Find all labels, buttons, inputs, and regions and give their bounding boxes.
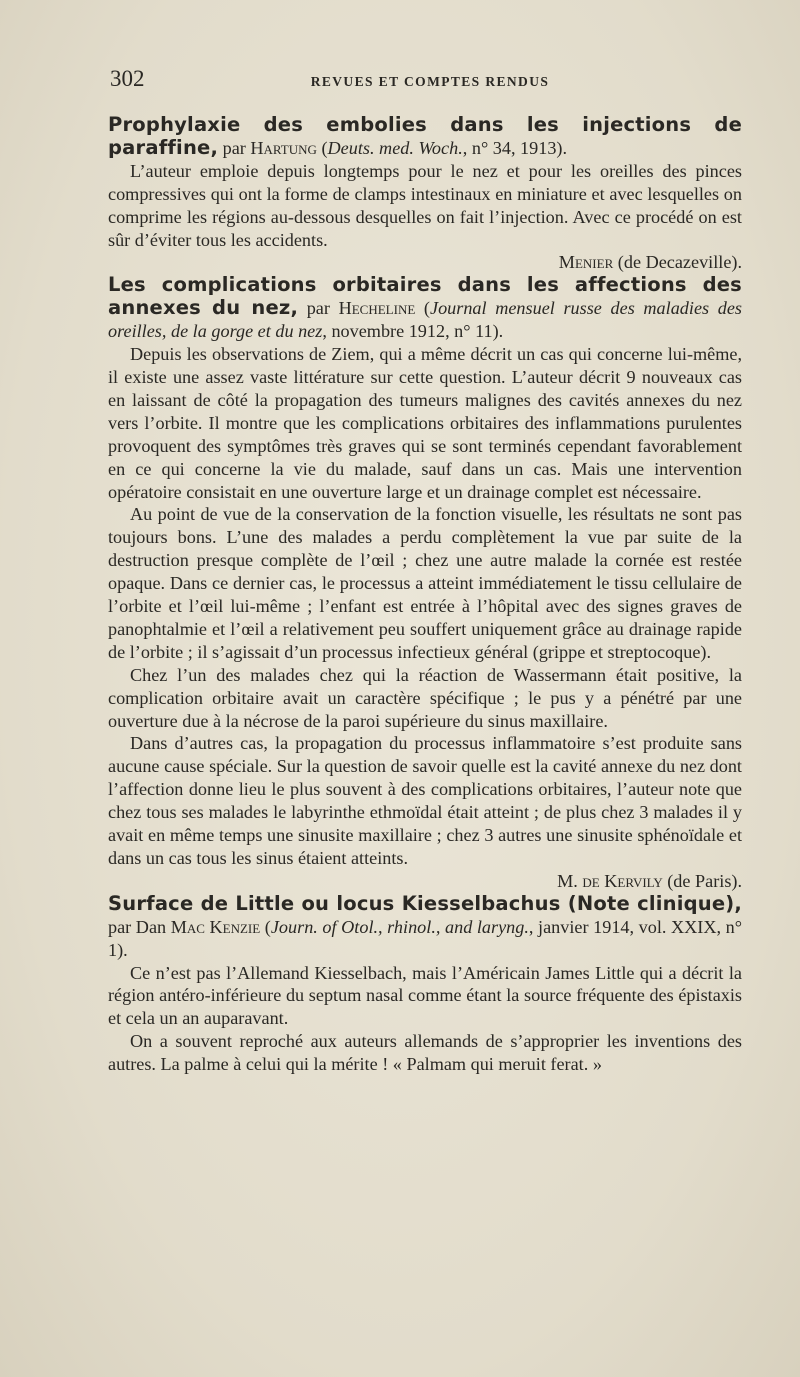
paragraph: Au point de vue de la conservation de la fonction visuelle, les résultats ne sont pas toujours bons. L’une des malades a perdu complètement la vue par suite de la destruction presque complète de l’œil ; chez une autre malade la cornée est restée opaque. Dans ce dernier cas, le processus a atteint immédiatement le tissu cellulaire de l’orbite et l’œil lui-même ; l’enfant est entrée à l’hôpital avec des signes graves de panophtalmie et l’œil a relativement peu souffert uniquement grâce au drainage rapide de l’orbite ; il s’agissait d’un processus infectieux général (grippe et streptocoque). bbox=[108, 504, 742, 662]
article-title: Surface de Little ou locus Kiesselbachus (Note clinique), bbox=[108, 891, 742, 915]
journal-details: , janvier 1914, vol. XXIX, n° 1). bbox=[108, 916, 742, 960]
paragraph: Depuis les observations de Ziem, qui a même décrit un cas qui concerne lui-même, il existe une assez vaste littérature sur cette question. L’auteur décrit 9 nouveaux cas en laissant de côté la propagation des tumeurs malignes des cavités annexes du nez vers l’orbite. Il montre que les complications orbitaires des inflammations purulentes provoquent des symptômes très graves qui se sont terminés cependant favorablement en ce qui concerne la vie du malade, sauf dans un cas. Mais une intervention opératoire consistait en une ouverture large et un drainage complet est nécessaire. bbox=[108, 344, 742, 502]
ref-open: ( bbox=[316, 137, 328, 158]
reviewer-signature bbox=[108, 870, 742, 893]
ref-par: par bbox=[298, 298, 339, 319]
article-title: Prophylaxie des embolies dans les injections de paraffine, bbox=[108, 113, 742, 159]
page-number: 302 bbox=[110, 66, 145, 91]
ref-open: ( bbox=[415, 298, 430, 319]
reviewer-name: Menier bbox=[558, 252, 614, 273]
article-complications-orbitaires bbox=[108, 274, 742, 892]
page-body bbox=[108, 114, 742, 1076]
journal-details: , n° 34, 1913). bbox=[462, 137, 568, 158]
article-heading bbox=[108, 893, 742, 962]
paragraph: Ce n’est pas l’Allemand Kiesselbach, mais l’Américain James Little qui a décrit la région antéro-inférieure du septum nasal comme étant la source fréquente des épistaxis et cela un an auparavant. bbox=[108, 962, 742, 1029]
journal-name: Journal mensuel russe des maladies des oreilles, de la gorge et du nez bbox=[108, 298, 742, 342]
article-heading bbox=[108, 114, 742, 160]
reviewer-origin: (de Paris). bbox=[662, 870, 742, 891]
reviewer-origin: (de Decazeville). bbox=[613, 252, 742, 273]
reviewer-name: M. de Kervily bbox=[557, 870, 663, 891]
article-author: Hartung bbox=[250, 137, 317, 158]
journal-name: Journ. of Otol., rhinol., and laryng. bbox=[270, 916, 529, 937]
running-header bbox=[110, 62, 740, 98]
article-author: Mac Kenzie bbox=[170, 916, 261, 937]
article-surface-de-little bbox=[108, 893, 742, 1076]
reviewer-signature bbox=[108, 251, 742, 274]
paragraph: L’auteur emploie depuis longtemps pour le nez et pour les oreilles des pinces compressives qui ont la forme de clamps intestinaux en miniature et avec lesquelles on comprime les régions au-dessous desquelles on fait l’injection. Avec ce procédé on est sûr d’éviter tous les accidents. bbox=[108, 160, 742, 250]
ref-par: par Dan bbox=[108, 916, 171, 937]
article-heading bbox=[108, 274, 742, 343]
article-author: Hecheline bbox=[338, 298, 416, 319]
running-title: REVUES ET COMPTES RENDUS bbox=[310, 74, 550, 89]
journal-details: , novembre 1912, n° 11). bbox=[322, 321, 504, 342]
article-title: Les complications orbitaires dans les affections des annexes du nez, bbox=[108, 273, 742, 320]
ref-open: ( bbox=[260, 916, 271, 937]
paragraph: On a souvent reproché aux auteurs allemands de s’approprier les inventions des autres. La palme à celui qui la mérite ! « Palmam qui meruit ferat. » bbox=[108, 1031, 742, 1075]
article-embolies bbox=[108, 114, 742, 274]
paragraph: Dans d’autres cas, la propagation du processus inflammatoire s’est produite sans aucune cause spéciale. Sur la question de savoir quelle est la cavité annexe du nez dont l’affection donne lieu le plus souvent à des complications orbitaires, l’auteur note que chez tous ses malades le labyrinthe ethmoïdal était atteint ; de plus chez 3 malades il y avait en même temps une sinusite maxillaire ; chez 3 autres une sinusite sphénoïdale et dans un cas tous les sinus étaient atteints. bbox=[108, 733, 742, 868]
journal-name: Deuts. med. Woch. bbox=[327, 137, 463, 158]
paragraph: Chez l’un des malades chez qui la réaction de Wassermann était positive, la complication orbitaire avait un caractère spécifique ; le pus y a pénétré par une ouverture due à la nécrose de la paroi supérieure du sinus maxillaire. bbox=[108, 664, 742, 731]
ref-par: par bbox=[218, 137, 251, 158]
